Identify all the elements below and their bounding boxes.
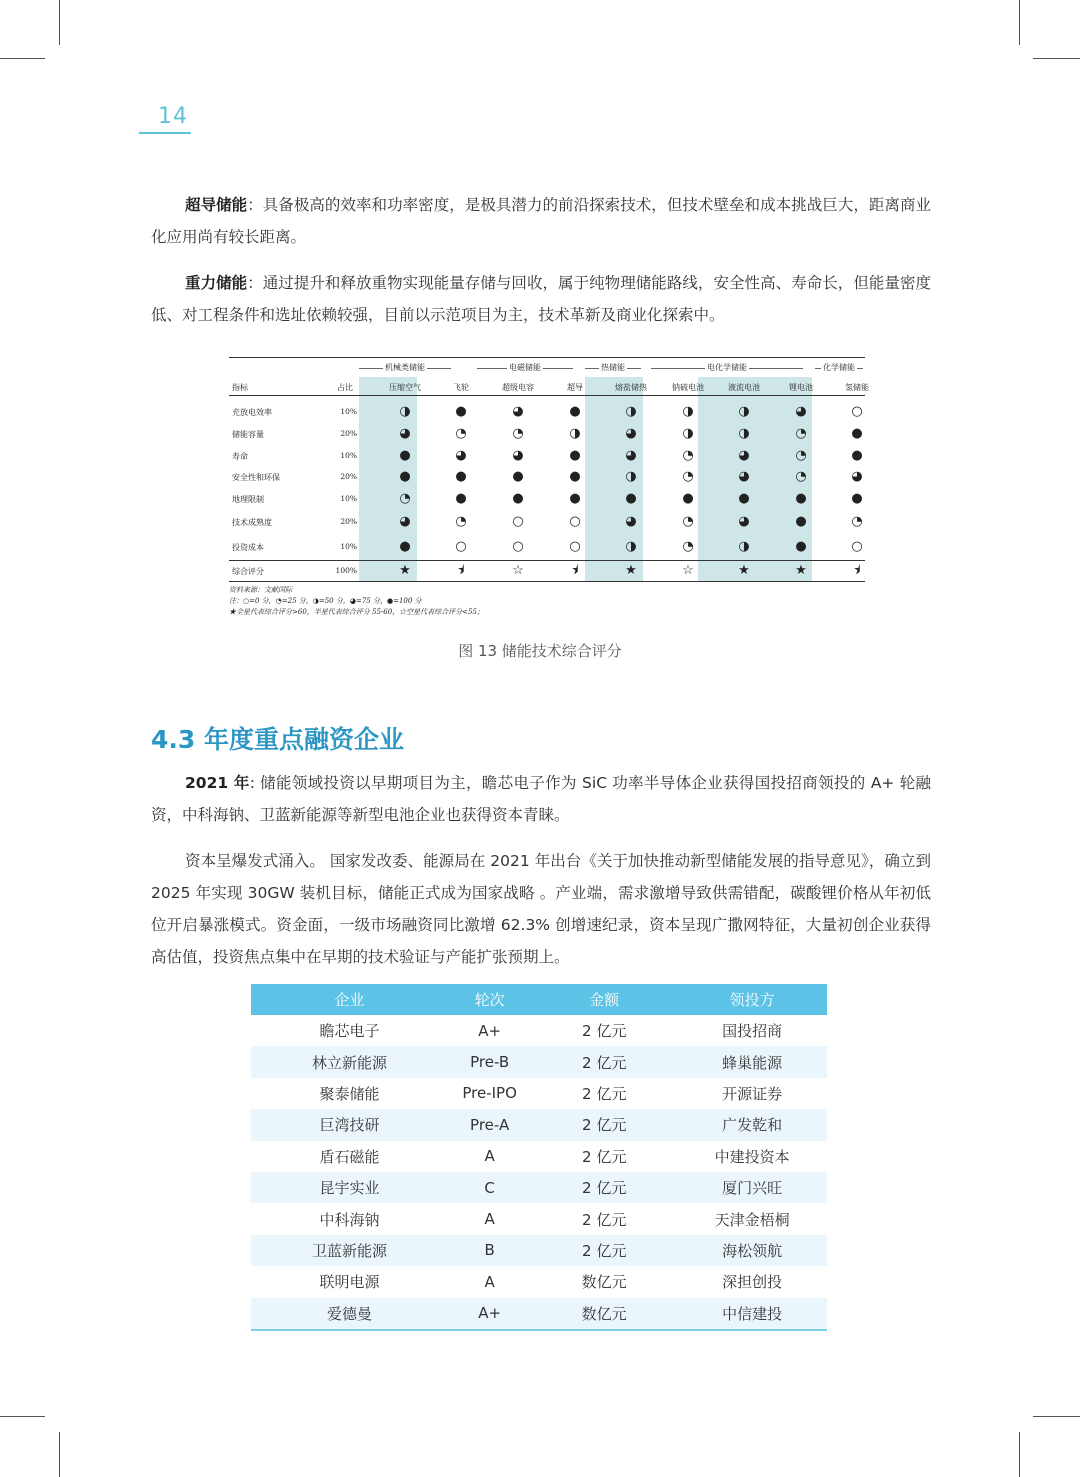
table-cell: C xyxy=(448,1172,531,1203)
column-header: 超导 xyxy=(567,383,583,392)
rating-cell: ◕ xyxy=(625,426,637,441)
row-weight: 20% xyxy=(340,429,357,438)
row-weight: 20% xyxy=(340,472,357,481)
column-header: 液流电池 xyxy=(728,383,760,392)
rating-cell: ○ xyxy=(569,514,581,529)
rating-cell: ⯨ xyxy=(571,563,579,578)
rating-cell: ● xyxy=(795,491,807,506)
table-cell: 聚泰储能 xyxy=(319,1084,380,1103)
row-weight: 100% xyxy=(335,566,357,575)
rating-cell: ★ xyxy=(399,563,411,578)
table-cell: 2 亿元 xyxy=(582,1147,627,1166)
figure-source: 资料来源：文献国际 xyxy=(229,586,292,594)
page-number: 14 xyxy=(158,104,188,129)
rating-cell: ● xyxy=(569,491,581,506)
row-weight: 10% xyxy=(340,451,357,460)
rating-cell: ◕ xyxy=(512,448,524,463)
group-header-label: 电磁储能 xyxy=(509,363,541,372)
rating-cell: ● xyxy=(625,491,637,506)
row-weight: 10% xyxy=(340,542,357,551)
rating-cell: ★ xyxy=(625,563,637,578)
term-gravity: 重力储能 xyxy=(185,274,248,292)
table-cell: Pre-B xyxy=(448,1046,531,1077)
table-cell: 开源证券 xyxy=(722,1084,783,1103)
rating-cell: ◔ xyxy=(795,426,807,441)
rating-cell: ◕ xyxy=(795,404,807,419)
term-2021: 2021 年 xyxy=(185,774,250,792)
top-rule xyxy=(229,357,865,358)
table-cell: 2 亿元 xyxy=(531,1172,677,1203)
row-weight: 10% xyxy=(340,407,357,416)
row-label: 寿命 xyxy=(232,452,248,461)
column-header: 超级电容 xyxy=(502,383,534,392)
rating-cell: ◕ xyxy=(455,448,467,463)
rating-cell: ● xyxy=(455,469,467,484)
table-cell: 国投招商 xyxy=(722,1022,783,1041)
table-row xyxy=(251,1015,827,1046)
crop-mark xyxy=(1033,1416,1080,1417)
rating-cell: ◔ xyxy=(399,491,411,506)
rating-cell: ◑ xyxy=(738,539,750,554)
rating-cell: ◔ xyxy=(455,514,467,529)
table-cell: 数亿元 xyxy=(531,1298,677,1330)
table-row xyxy=(251,1203,827,1234)
table-row xyxy=(251,1078,827,1109)
table-cell: 盾石磁能 xyxy=(319,1147,380,1166)
group-header xyxy=(651,362,803,373)
table-header-row xyxy=(251,984,827,1015)
table-cell: 厦门兴旺 xyxy=(677,1172,827,1203)
rating-cell: ● xyxy=(399,539,411,554)
rating-cell: ★ xyxy=(795,563,807,578)
table-row xyxy=(251,1141,827,1172)
group-header xyxy=(477,362,573,373)
rating-cell: ◔ xyxy=(682,539,694,554)
rating-cell: ◑ xyxy=(738,426,750,441)
rating-cell: ● xyxy=(795,539,807,554)
column-header: 压缩空气 xyxy=(389,383,421,392)
crop-mark xyxy=(0,1416,45,1417)
rating-cell: ○ xyxy=(851,404,863,419)
rating-cell: ○ xyxy=(455,539,467,554)
column-header: 飞轮 xyxy=(453,383,469,392)
total-rule xyxy=(229,560,865,561)
rating-cell: ◑ xyxy=(682,426,694,441)
table-cell: Pre-A xyxy=(448,1109,531,1140)
rating-cell: ◕ xyxy=(738,469,750,484)
rating-cell: ◑ xyxy=(738,404,750,419)
table-row xyxy=(251,1235,827,1266)
row-label: 充放电效率 xyxy=(232,408,272,417)
rating-cell: ◔ xyxy=(455,426,467,441)
figure-note-scale: 注：○=0 分，◔=25 分，◑=50 分，◕=75 分，●=100 分 xyxy=(229,597,422,605)
crop-mark xyxy=(1033,58,1080,59)
table-header-cell: 轮次 xyxy=(448,984,531,1015)
rating-cell: ● xyxy=(851,491,863,506)
rating-cell: ◕ xyxy=(512,404,524,419)
rating-cell: ◑ xyxy=(682,404,694,419)
rating-cell: ☆ xyxy=(682,563,694,578)
rating-cell: ◕ xyxy=(851,469,863,484)
rating-cell: ○ xyxy=(569,539,581,554)
paragraph-capital xyxy=(151,845,931,973)
rating-cell: ● xyxy=(851,426,863,441)
crop-mark xyxy=(0,58,45,59)
rating-cell: ◔ xyxy=(795,469,807,484)
row-label: 综合评分 xyxy=(232,567,264,576)
table-cell: A+ xyxy=(448,1298,531,1330)
paragraph-2021 xyxy=(151,767,931,831)
table-cell: A+ xyxy=(478,1021,502,1040)
table-cell: 数亿元 xyxy=(581,1273,627,1292)
rating-cell: ● xyxy=(569,404,581,419)
rating-cell: ● xyxy=(738,491,750,506)
rating-cell: ● xyxy=(682,491,694,506)
column-header: 锂电池 xyxy=(789,383,813,392)
group-header xyxy=(585,362,641,373)
row-weight: 20% xyxy=(340,517,357,526)
rating-cell: ◔ xyxy=(682,514,694,529)
table-cell: 广发乾和 xyxy=(677,1109,827,1140)
group-header-label: 热储能 xyxy=(601,363,625,372)
rating-cell: ● xyxy=(569,469,581,484)
row-label: 安全性和环保 xyxy=(232,473,280,482)
term-superconducting: 超导储能 xyxy=(185,196,248,214)
header-weight: 占比 xyxy=(337,383,353,392)
table-cell: 联明电源 xyxy=(319,1273,380,1292)
table-header-cell: 金额 xyxy=(531,984,677,1015)
rating-cell: ◔ xyxy=(682,448,694,463)
rating-cell: ◕ xyxy=(625,448,637,463)
table-cell: 中信建投 xyxy=(677,1298,827,1330)
table-cell: 2 亿元 xyxy=(531,1046,677,1077)
rating-cell: ● xyxy=(512,469,524,484)
crop-mark xyxy=(59,1432,60,1477)
rating-cell: ◔ xyxy=(851,514,863,529)
header-indicator: 指标 xyxy=(232,383,248,392)
rating-cell: ◔ xyxy=(512,426,524,441)
rating-cell: ● xyxy=(455,404,467,419)
table-header-cell: 领投方 xyxy=(677,984,827,1015)
crop-mark xyxy=(59,0,60,45)
group-header-label: 电化学储能 xyxy=(707,363,747,372)
table-row xyxy=(251,1298,827,1330)
table-cell: 天津金梧桐 xyxy=(714,1210,790,1229)
figure-note-stars: ★全星代表综合评分>60，半星代表综合评分 55-60，☆空星代表综合评分<55； xyxy=(229,608,484,616)
table-row xyxy=(251,1172,827,1203)
table-cell: 中建投资本 xyxy=(714,1147,790,1166)
rating-cell: ☆ xyxy=(512,563,524,578)
rating-cell: ○ xyxy=(512,539,524,554)
crop-mark xyxy=(1019,0,1020,45)
rating-cell: ● xyxy=(851,448,863,463)
paragraph-text: ：通过提升和释放重物实现能量存储与回收，属于纯物理储能路线，安全性高、寿命长，但能量密度低、对工程条件和选址依赖较强，目前以示范项目为主，技术革新及商业化探索中。 xyxy=(151,274,931,324)
table-cell: A xyxy=(484,1210,495,1229)
paragraph-text: 资本呈爆发式涌入。 国家发改委、能源局在 2021 年出台《关于加快推动新型储能发展的指导意见》，确立到 2025 年实现 30GW 装机目标，储能正式成为国家战略 。产业端，需求激增导致供需错配，碳酸锂价格从年初低位开启暴涨模式。资金面，一级市场融资同比激增 62.3% 创增速纪录，资本呈现广撒网特征，大量初创企业获得高估值，投资焦点集中在早期的技术验证与产能扩张预期上。 xyxy=(151,852,931,966)
rating-cell: ◑ xyxy=(625,404,637,419)
column-header: 熔盐储热 xyxy=(615,383,647,392)
row-label: 投资成本 xyxy=(232,543,264,552)
rating-cell: ● xyxy=(795,514,807,529)
table-cell: 瞻芯电子 xyxy=(319,1022,380,1041)
page-number-underline xyxy=(139,132,191,134)
column-header: 氢储能 xyxy=(845,383,869,392)
storage-rating-figure xyxy=(229,355,867,620)
rating-cell: ◑ xyxy=(569,426,581,441)
table-cell: B xyxy=(448,1235,531,1266)
group-header-label: 机械类储能 xyxy=(385,363,425,372)
rating-cell: ◕ xyxy=(399,426,411,441)
rating-cell: ◕ xyxy=(738,448,750,463)
rating-cell: ● xyxy=(455,491,467,506)
table-cell: A xyxy=(484,1147,495,1166)
rating-cell: ◔ xyxy=(795,448,807,463)
table-row xyxy=(251,1109,827,1140)
funding-table xyxy=(251,984,827,1331)
row-label: 地理限制 xyxy=(232,495,264,504)
rating-cell: ◕ xyxy=(625,514,637,529)
paragraph-gravity xyxy=(151,267,931,331)
table-cell: 蜂巢能源 xyxy=(677,1046,827,1077)
paragraph-superconducting xyxy=(151,189,931,253)
row-weight: 10% xyxy=(340,494,357,503)
header-rule xyxy=(229,395,865,396)
table-cell: 爱德曼 xyxy=(251,1298,448,1330)
section-heading: 4.3 年度重点融资企业 xyxy=(151,725,404,754)
group-header-label: 化学储能 xyxy=(823,363,855,372)
table-cell: 昆宇实业 xyxy=(251,1172,448,1203)
table-cell: 海松领航 xyxy=(677,1235,827,1266)
bottom-rule xyxy=(229,581,865,582)
group-header xyxy=(815,362,863,373)
rating-cell: ◔ xyxy=(682,469,694,484)
column-header: 钠硫电池 xyxy=(672,383,704,392)
rating-cell: ★ xyxy=(738,563,750,578)
table-row xyxy=(251,1046,827,1077)
table-cell: 2 亿元 xyxy=(582,1084,627,1103)
table-cell: 巨湾技研 xyxy=(251,1109,448,1140)
table-cell: A xyxy=(484,1272,495,1291)
rating-cell: ◕ xyxy=(738,514,750,529)
table-header-cell: 企业 xyxy=(251,984,448,1015)
table-cell: 中科海钠 xyxy=(319,1210,380,1229)
table-cell: 卫蓝新能源 xyxy=(251,1235,448,1266)
table-cell: Pre-IPO xyxy=(462,1084,517,1103)
rating-cell: ● xyxy=(512,491,524,506)
rating-cell: ⯨ xyxy=(457,563,465,578)
table-cell: 2 亿元 xyxy=(531,1109,677,1140)
crop-mark xyxy=(1019,1432,1020,1477)
table-row xyxy=(251,1266,827,1297)
rating-cell: ○ xyxy=(851,539,863,554)
table-cell: 林立新能源 xyxy=(251,1046,448,1077)
paragraph-text: : 储能领域投资以早期项目为主，瞻芯电子作为 SiC 功率半导体企业获得国投招商领投的 A+ 轮融资，中科海钠、卫蓝新能源等新型电池企业也获得资本青睐。 xyxy=(151,774,931,824)
paragraph-text: ：具备极高的效率和功率密度，是极具潜力的前沿探索技术，但技术壁垒和成本挑战巨大，距离商业化应用尚有较长距离。 xyxy=(151,196,931,246)
table-cell: 2 亿元 xyxy=(582,1022,627,1041)
rating-cell: ● xyxy=(399,448,411,463)
row-label: 技术成熟度 xyxy=(232,518,272,527)
rating-cell: ◕ xyxy=(399,514,411,529)
row-label: 储能容量 xyxy=(232,430,264,439)
table-cell: 深担创投 xyxy=(722,1273,783,1292)
group-header xyxy=(359,362,451,373)
rating-cell: ● xyxy=(569,448,581,463)
figure-caption: 图 13 储能技术综合评分 xyxy=(458,642,622,660)
rating-cell: ◑ xyxy=(625,469,637,484)
table-cell: 2 亿元 xyxy=(582,1210,627,1229)
rating-cell: ○ xyxy=(512,514,524,529)
table-cell: 2 亿元 xyxy=(531,1235,677,1266)
rating-cell: ● xyxy=(399,469,411,484)
rating-cell: ◑ xyxy=(399,404,411,419)
rating-cell: ◑ xyxy=(625,539,637,554)
rating-cell: ⯨ xyxy=(853,563,861,578)
